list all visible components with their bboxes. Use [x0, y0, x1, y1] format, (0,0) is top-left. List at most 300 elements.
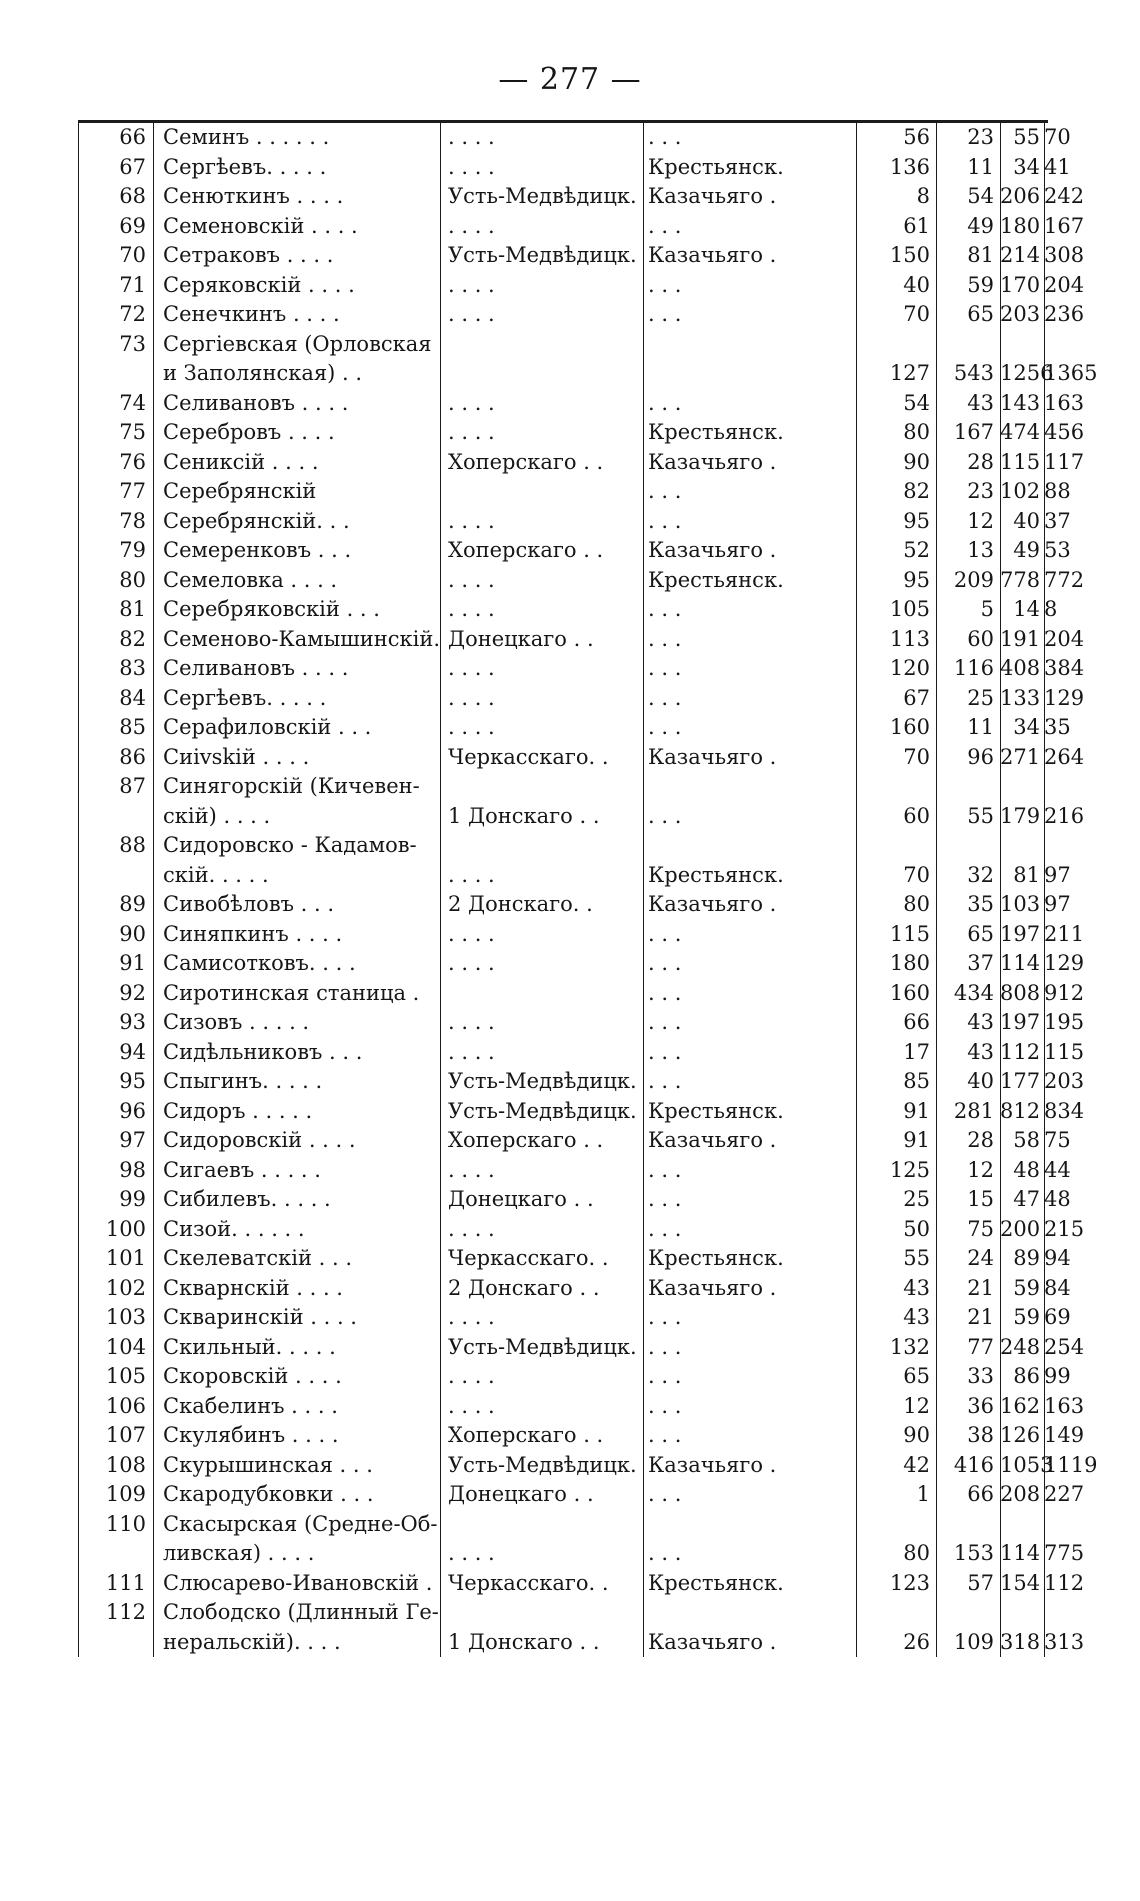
value-col-3: 208 — [1000, 1482, 1041, 1506]
table-row: 100 Сизой. . . . . . . . . . . . . 50 75 200 215 — [78, 1215, 1048, 1245]
table-row: 82 Семеново-Камышинскій. Донецкаго . . . . . 113 60 191 204 — [78, 625, 1048, 655]
settlement-table — [78, 120, 1098, 1657]
value-col-1: 67 — [903, 685, 930, 710]
row-number: 95 — [119, 1069, 146, 1093]
value-col-3: 49 — [1013, 538, 1040, 562]
row-number: 93 — [119, 1010, 146, 1034]
value-col-1: 42 — [903, 1452, 930, 1477]
settlement-type: Крестьянск. — [648, 567, 784, 592]
settlement-name: Семеново-Камышинскій. — [163, 626, 441, 651]
value-col-1: 82 — [903, 479, 930, 503]
settlement-name: Сидѣльниковъ . . . — [163, 1039, 363, 1064]
settlement-type: Казачьяго . — [648, 184, 777, 208]
settlement-type: Казачьяго . — [648, 1452, 777, 1477]
settlement-name: Скулябинъ . . . . — [163, 1423, 339, 1447]
district: . . . . — [448, 508, 495, 533]
settlement-name: и Заполянская) . . — [163, 361, 363, 385]
row-number: 75 — [119, 420, 146, 444]
settlement-type: Казачьяго . — [648, 744, 777, 769]
value-col-2: 55 — [967, 803, 994, 828]
settlement-type: . . . — [648, 685, 682, 710]
row-number: 111 — [105, 1570, 146, 1595]
row-number: 100 — [105, 1216, 146, 1241]
table-row: 67 Сергѣевъ. . . . . . . . . Крестьянск. 136 11 34 41 — [78, 153, 1048, 183]
settlement-type: . . . — [648, 1010, 682, 1034]
value-col-1: 26 — [903, 1629, 930, 1654]
table-row: 99 Сибилевъ. . . . . Донецкаго . . . . . 25 15 47 48 — [78, 1185, 1048, 1215]
table-row: 107 Скулябинъ . . . . Хоперскаго . . . . . 90 38 126 149 — [78, 1421, 1048, 1451]
table-row: 86 Сиivskій . . . . Черкасскаго. . Казачьяго . 70 96 271 264 — [78, 743, 1048, 773]
settlement-name: Скоровскій . . . . — [163, 1364, 342, 1388]
district: . . . . — [448, 921, 495, 946]
value-col-2: 13 — [967, 538, 994, 562]
district: Хоперскаго . . — [448, 1128, 604, 1152]
settlement-type: . . . — [648, 1541, 682, 1565]
table-row: 94 Сидѣльниковъ . . . . . . . . . . 17 43 112 115 — [78, 1038, 1048, 1068]
district: . . . . — [448, 390, 495, 415]
row-number: 88 — [119, 833, 146, 857]
settlement-name: Слюсарево-Ивановскій . — [163, 1570, 433, 1595]
district: . . . . — [448, 154, 495, 179]
value-col-1: 105 — [889, 597, 930, 621]
settlement-name: Сиivskій . . . . — [163, 744, 310, 769]
district: . . . . — [448, 125, 495, 149]
table-row: 88 Сидоровско - Кадамов- скій. . . . . . . . . Крестьянск. 70 32 81 97 — [78, 831, 1048, 890]
table-row: 80 Семеловка . . . . . . . . Крестьянск. 95 209 778 772 — [78, 566, 1048, 596]
value-col-1: 150 — [889, 243, 930, 267]
table-row: 90 Синяпкинъ . . . . . . . . . . . 115 65 197 211 — [78, 920, 1048, 950]
table-row: 78 Серебрянскій. . . . . . . . . . 95 12 40 37 — [78, 507, 1048, 537]
district: . . . . — [448, 715, 495, 739]
settlement-name-line1: Сидоровско - Кадамов- — [163, 833, 417, 857]
row-number: 76 — [119, 449, 146, 474]
value-col-3: 114 — [1000, 951, 1041, 975]
settlement-type: . . . — [648, 1069, 682, 1093]
value-col-2: 96 — [967, 744, 994, 769]
table-row: 92 Сиротинская станица . . . . 160 434 808 912 — [78, 979, 1048, 1009]
settlement-type: . . . — [648, 272, 682, 297]
row-number: 83 — [119, 656, 146, 680]
settlement-type: . . . — [648, 1334, 682, 1359]
settlement-name: Сергѣевъ. . . . . — [163, 154, 327, 179]
value-col-1: 55 — [903, 1246, 930, 1270]
row-number: 86 — [119, 744, 146, 769]
settlement-type: . . . — [648, 1157, 682, 1182]
value-col-1: 91 — [903, 1128, 930, 1152]
row-number: 66 — [119, 125, 146, 149]
district: Хоперскаго . . — [448, 449, 604, 474]
settlement-name: Сенюткинъ . . . . — [163, 184, 344, 208]
row-number: 110 — [105, 1511, 146, 1536]
value-col-2: 5 — [980, 597, 994, 621]
value-col-3: 34 — [1013, 715, 1040, 739]
settlement-type: . . . — [648, 1039, 682, 1064]
row-number: 106 — [105, 1393, 146, 1418]
row-number: 91 — [119, 951, 146, 975]
settlement-name: Скурышинская . . . — [163, 1452, 373, 1477]
value-col-1: 70 — [903, 744, 930, 769]
settlement-name: Сениксій . . . . — [163, 449, 319, 474]
value-col-3: 133 — [1000, 685, 1041, 710]
row-number: 80 — [119, 567, 146, 592]
value-col-2: 434 — [953, 980, 994, 1005]
value-col-1: 54 — [903, 390, 930, 415]
value-col-2: 21 — [967, 1275, 994, 1300]
value-col-2: 40 — [967, 1069, 994, 1093]
value-col-3: 200 — [1000, 1216, 1041, 1241]
district: Хоперскаго . . — [448, 538, 604, 562]
value-col-2: 543 — [953, 361, 994, 385]
value-col-2: 37 — [967, 951, 994, 975]
value-col-2: 33 — [967, 1364, 994, 1388]
value-col-2: 167 — [953, 420, 994, 444]
row-number: 90 — [119, 921, 146, 946]
value-col-3: 191 — [1000, 626, 1041, 651]
value-col-2: 77 — [967, 1334, 994, 1359]
table-row: 109 Скародубковки . . . Донецкаго . . . . . 1 66 208 227 — [78, 1480, 1048, 1510]
value-col-2: 416 — [953, 1452, 994, 1477]
value-col-3: 197 — [1000, 1010, 1041, 1034]
settlement-type: . . . — [648, 1393, 682, 1418]
value-col-1: 70 — [903, 302, 930, 326]
value-col-2: 54 — [967, 184, 994, 208]
settlement-name: Семеловка . . . . — [163, 567, 338, 592]
row-number: 94 — [119, 1039, 146, 1064]
settlement-name: Спыгинъ. . . . . — [163, 1069, 323, 1093]
district: 2 Донскаго . . — [448, 1275, 600, 1300]
value-col-3: 89 — [1013, 1246, 1040, 1270]
value-col-1: 80 — [903, 420, 930, 444]
table-row: 69 Семеновскій . . . . . . . . . . . 61 49 180 167 — [78, 212, 1048, 242]
row-number: 71 — [119, 272, 146, 297]
district: Донецкаго . . — [448, 1482, 594, 1506]
value-col-2: 12 — [967, 1157, 994, 1182]
value-col-1: 66 — [903, 1010, 930, 1034]
settlement-name-line1: Сергіевская (Орловская — [163, 331, 432, 356]
value-col-3: 102 — [1000, 479, 1041, 503]
value-col-3: 197 — [1000, 921, 1041, 946]
settlement-type: Крестьянск. — [648, 1570, 784, 1595]
settlement-type: Казачьяго . — [648, 449, 777, 474]
row-number: 107 — [105, 1423, 146, 1447]
settlement-type: Крестьянск. — [648, 1246, 784, 1270]
value-col-2: 21 — [967, 1305, 994, 1329]
settlement-name-line1: Слободско (Длинный Ге- — [163, 1600, 439, 1624]
district: . . . . — [448, 1010, 495, 1034]
district: . . . . — [448, 272, 495, 297]
value-col-3: 154 — [1000, 1570, 1041, 1595]
row-number: 98 — [119, 1157, 146, 1182]
value-col-3: 86 — [1013, 1364, 1040, 1388]
value-col-3: 318 — [1000, 1629, 1041, 1654]
value-col-3: 143 — [1000, 390, 1041, 415]
row-number: 89 — [119, 892, 146, 916]
value-col-2: 12 — [967, 508, 994, 533]
value-col-2: 11 — [967, 715, 994, 739]
value-col-2: 11 — [967, 154, 994, 179]
value-col-2: 43 — [967, 390, 994, 415]
settlement-name: Сибилевъ. . . . . — [163, 1187, 331, 1211]
table-row: 70 Сетраковъ . . . . Усть-Медвѣдицк. Казачьяго . 150 81 214 308 — [78, 241, 1048, 271]
value-col-3: 179 — [1000, 803, 1041, 828]
settlement-type: . . . — [648, 1216, 682, 1241]
value-col-1: 56 — [903, 125, 930, 149]
value-col-2: 109 — [953, 1629, 994, 1654]
row-number: 73 — [119, 331, 146, 356]
district: . . . . — [448, 1541, 495, 1565]
value-col-2: 65 — [967, 921, 994, 946]
value-col-3: 55 — [1013, 125, 1040, 149]
value-col-2: 75 — [967, 1216, 994, 1241]
value-col-3: 126 — [1000, 1423, 1041, 1447]
district: Донецкаго . . — [448, 1187, 594, 1211]
value-col-1: 180 — [889, 951, 930, 975]
value-col-3: 474 — [1000, 420, 1041, 444]
value-col-3: 48 — [1013, 1157, 1040, 1182]
value-col-3: 203 — [1000, 302, 1041, 326]
value-col-3: 408 — [1000, 656, 1041, 680]
settlement-type: . . . — [648, 302, 682, 326]
value-col-3: 112 — [1000, 1039, 1041, 1064]
row-number: 101 — [105, 1246, 146, 1270]
table-row: 75 Серебровъ . . . . . . . . Крестьянск. 80 167 474 456 — [78, 418, 1048, 448]
value-col-3: 114 — [1000, 1541, 1041, 1565]
settlement-type: . . . — [648, 715, 682, 739]
settlement-name-line1: Скасырская (Средне-Об- — [163, 1511, 438, 1536]
table-row: 93 Сизовъ . . . . . . . . . . . . 66 43 197 195 — [78, 1008, 1048, 1038]
settlement-name: Селивановъ . . . . — [163, 390, 349, 415]
table-row: 96 Сидоръ . . . . . Усть-Медвѣдицк. Крестьянск. 91 281 812 834 — [78, 1097, 1048, 1127]
value-col-3: 170 — [1000, 272, 1041, 297]
value-col-1: 136 — [889, 154, 930, 179]
value-col-3: 58 — [1013, 1128, 1040, 1152]
value-col-3: 34 — [1013, 154, 1040, 179]
value-col-3: 40 — [1013, 508, 1040, 533]
settlement-type: . . . — [648, 803, 682, 828]
value-col-2: 36 — [967, 1393, 994, 1418]
row-number: 103 — [105, 1305, 146, 1329]
row-number: 82 — [119, 626, 146, 651]
settlement-type: . . . — [648, 125, 682, 149]
value-col-1: 123 — [889, 1570, 930, 1595]
table-body — [78, 123, 1098, 1657]
row-number: 74 — [119, 390, 146, 415]
settlement-type: . . . — [648, 1482, 682, 1506]
settlement-name: Самисотковъ. . . . — [163, 951, 356, 975]
settlement-name: Семеренковъ . . . — [163, 538, 352, 562]
settlement-type: . . . — [648, 213, 682, 238]
row-number: 81 — [119, 597, 146, 621]
value-col-2: 43 — [967, 1010, 994, 1034]
district: Усть-Медвѣдицк. — [448, 1098, 637, 1123]
settlement-name: Сизовъ . . . . . — [163, 1010, 310, 1034]
settlement-name: Скильный. . . . . — [163, 1334, 336, 1359]
district: Черкасскаго. . — [448, 1570, 609, 1595]
district: . . . . — [448, 1393, 495, 1418]
settlement-name: Скародубковки . . . — [163, 1482, 374, 1506]
settlement-name: Скелеватскій . . . — [163, 1246, 352, 1270]
district: Усть-Медвѣдицк. — [448, 1334, 637, 1359]
value-col-2: 49 — [967, 213, 994, 238]
value-col-2: 38 — [967, 1423, 994, 1447]
value-col-3: 271 — [1000, 744, 1041, 769]
value-col-3: 812 — [1000, 1098, 1041, 1123]
table-row: 91 Самисотковъ. . . . . . . . . . . 180 37 114 129 — [78, 949, 1048, 979]
value-col-1: 95 — [903, 508, 930, 533]
district: . . . . — [448, 1039, 495, 1064]
settlement-name: скій) . . . . — [163, 803, 271, 828]
value-col-2: 43 — [967, 1039, 994, 1064]
district: Хоперскаго . . — [448, 1423, 604, 1447]
value-col-1: 95 — [903, 567, 930, 592]
table-row: 98 Сигаевъ . . . . . . . . . . . . 125 12 48 44 — [78, 1156, 1048, 1186]
value-col-2: 116 — [953, 656, 994, 680]
value-col-2: 15 — [967, 1187, 994, 1211]
table-row: 97 Сидоровскій . . . . Хоперскаго . . Казачьяго . 91 28 58 75 — [78, 1126, 1048, 1156]
settlement-name: Скварнскій . . . . — [163, 1275, 343, 1300]
value-col-1: 80 — [903, 1541, 930, 1565]
value-col-1: 113 — [889, 626, 930, 651]
value-col-1: 1 — [916, 1482, 930, 1506]
district: 1 Донскаго . . — [448, 1629, 600, 1654]
district: . . . . — [448, 656, 495, 680]
settlement-type: . . . — [648, 656, 682, 680]
settlement-name: Сенечкинъ . . . . — [163, 302, 340, 326]
settlement-name: Скваринскій . . . . — [163, 1305, 357, 1329]
district: . . . . — [448, 1216, 495, 1241]
settlement-name: неральскій). . . . — [163, 1629, 341, 1654]
settlement-type: . . . — [648, 597, 682, 621]
value-col-2: 59 — [967, 272, 994, 297]
table-row: 85 Серафиловскій . . . . . . . . . . 160 11 34 35 — [78, 713, 1048, 743]
row-number: 77 — [119, 479, 146, 503]
table-row: 66 Семинъ . . . . . . . . . . . . . 56 23 55 70 — [78, 123, 1048, 153]
settlement-name: скій. . . . . — [163, 862, 269, 887]
table-row: 101 Скелеватскій . . . Черкасскаго. . Крестьянск. 55 24 89 94 — [78, 1244, 1048, 1274]
value-col-2: 209 — [953, 567, 994, 592]
row-number: 96 — [119, 1098, 146, 1123]
settlement-type: Казачьяго . — [648, 243, 777, 267]
value-col-3: 81 — [1013, 862, 1040, 887]
value-col-1: 8 — [916, 184, 930, 208]
value-col-1: 17 — [903, 1039, 930, 1064]
district: . . . . — [448, 213, 495, 238]
settlement-name: Сергѣевъ. . . . . — [163, 685, 327, 710]
row-number: 85 — [119, 715, 146, 739]
value-col-3: 248 — [1000, 1334, 1041, 1359]
value-col-2: 60 — [967, 626, 994, 651]
table-row: 68 Сенюткинъ . . . . Усть-Медвѣдицк. Казачьяго . 8 54 206 242 — [78, 182, 1048, 212]
district: Черкасскаго. . — [448, 1246, 609, 1270]
value-col-1: 50 — [903, 1216, 930, 1241]
row-number: 108 — [105, 1452, 146, 1477]
table-row: 89 Сивобѣловъ . . . 2 Донскаго. . Казачьяго . 80 35 103 97 — [78, 890, 1048, 920]
value-col-2: 57 — [967, 1570, 994, 1595]
table-row: 76 Сениксій . . . . Хоперскаго . . Казачьяго . 90 28 115 117 — [78, 448, 1048, 478]
district: . . . . — [448, 862, 495, 887]
page-number: — 277 — — [498, 62, 642, 97]
value-col-3: 59 — [1013, 1275, 1040, 1300]
value-col-1: 90 — [903, 449, 930, 474]
district: Черкасскаго. . — [448, 744, 609, 769]
district: . . . . — [448, 597, 495, 621]
district: Усть-Медвѣдицк. — [448, 184, 637, 208]
table-row: 79 Семеренковъ . . . Хоперскаго . . Казачьяго . 52 13 49 53 — [78, 536, 1048, 566]
settlement-name: ливская) . . . . — [163, 1541, 315, 1565]
row-number: 105 — [105, 1364, 146, 1388]
settlement-type: . . . — [648, 1423, 682, 1447]
value-col-1: 12 — [903, 1393, 930, 1418]
district: 2 Донскаго. . — [448, 892, 593, 916]
row-number: 79 — [119, 538, 146, 562]
value-col-1: 127 — [889, 361, 930, 385]
value-col-3: 162 — [1000, 1393, 1041, 1418]
value-col-1: 160 — [889, 980, 930, 1005]
settlement-type: . . . — [648, 479, 682, 503]
settlement-name: Серафиловскій . . . — [163, 715, 372, 739]
settlement-type: . . . — [648, 390, 682, 415]
district: . . . . — [448, 420, 495, 444]
settlement-name: Серебрянскій. . . — [163, 508, 350, 533]
district: Донецкаго . . — [448, 626, 594, 651]
settlement-type: . . . — [648, 626, 682, 651]
value-col-1: 43 — [903, 1305, 930, 1329]
value-col-3: 14 — [1013, 597, 1040, 621]
settlement-type: Казачьяго . — [648, 1128, 777, 1152]
settlement-name: Серебрянскій — [163, 479, 317, 503]
table-row: 81 Серебряковскій . . . . . . . . . . 105 5 14 8 — [78, 595, 1048, 625]
settlement-type: Казачьяго . — [648, 538, 777, 562]
value-col-3: 808 — [1000, 980, 1041, 1005]
value-col-3: 180 — [1000, 213, 1041, 238]
row-number: 109 — [105, 1482, 146, 1506]
value-col-2: 65 — [967, 302, 994, 326]
value-col-3: 214 — [1000, 243, 1041, 267]
value-col-1: 43 — [903, 1275, 930, 1300]
table-row: 95 Спыгинъ. . . . . Усть-Медвѣдицк. . . . 85 40 177 203 — [78, 1067, 1048, 1097]
settlement-type: Крестьянск. — [648, 420, 784, 444]
value-col-3: 1053 — [1000, 1452, 1054, 1477]
settlement-name: Сивобѣловъ . . . — [163, 892, 335, 916]
settlement-name: Сигаевъ . . . . . — [163, 1157, 321, 1182]
value-col-2: 23 — [967, 125, 994, 149]
value-col-1: 91 — [903, 1098, 930, 1123]
table-row: 73 Сергіевская (Орловская и Заполянская) . . 127 543 1256 1365 — [78, 330, 1048, 389]
row-number: 87 — [119, 774, 146, 798]
settlement-type: . . . — [648, 1305, 682, 1329]
value-col-3: 59 — [1013, 1305, 1040, 1329]
settlement-type: Крестьянск. — [648, 1098, 784, 1123]
settlement-name: Серебряковскій . . . — [163, 597, 380, 621]
settlement-name: Синяпкинъ . . . . — [163, 921, 343, 946]
settlement-name: Семеновскій . . . . — [163, 213, 358, 238]
row-number: 99 — [119, 1187, 146, 1211]
row-number: 72 — [119, 302, 146, 326]
settlement-type: . . . — [648, 1364, 682, 1388]
table-row: 105 Скоровскій . . . . . . . . . . . 65 33 86 99 — [78, 1362, 1048, 1392]
row-number: 92 — [119, 980, 146, 1005]
row-number: 104 — [105, 1334, 146, 1359]
table-row: 111 Слюсарево-Ивановскій . Черкасскаго. . Крестьянск. 123 57 154 112 — [78, 1569, 1048, 1599]
value-col-2: 23 — [967, 479, 994, 503]
value-col-2: 281 — [953, 1098, 994, 1123]
value-col-2: 32 — [967, 862, 994, 887]
value-col-3: 1256 — [1000, 361, 1054, 385]
table-row: 106 Скабелинъ . . . . . . . . . . . 12 36 162 163 — [78, 1392, 1048, 1422]
value-col-1: 61 — [903, 213, 930, 238]
row-number: 102 — [105, 1275, 146, 1300]
value-col-2: 28 — [967, 1128, 994, 1152]
